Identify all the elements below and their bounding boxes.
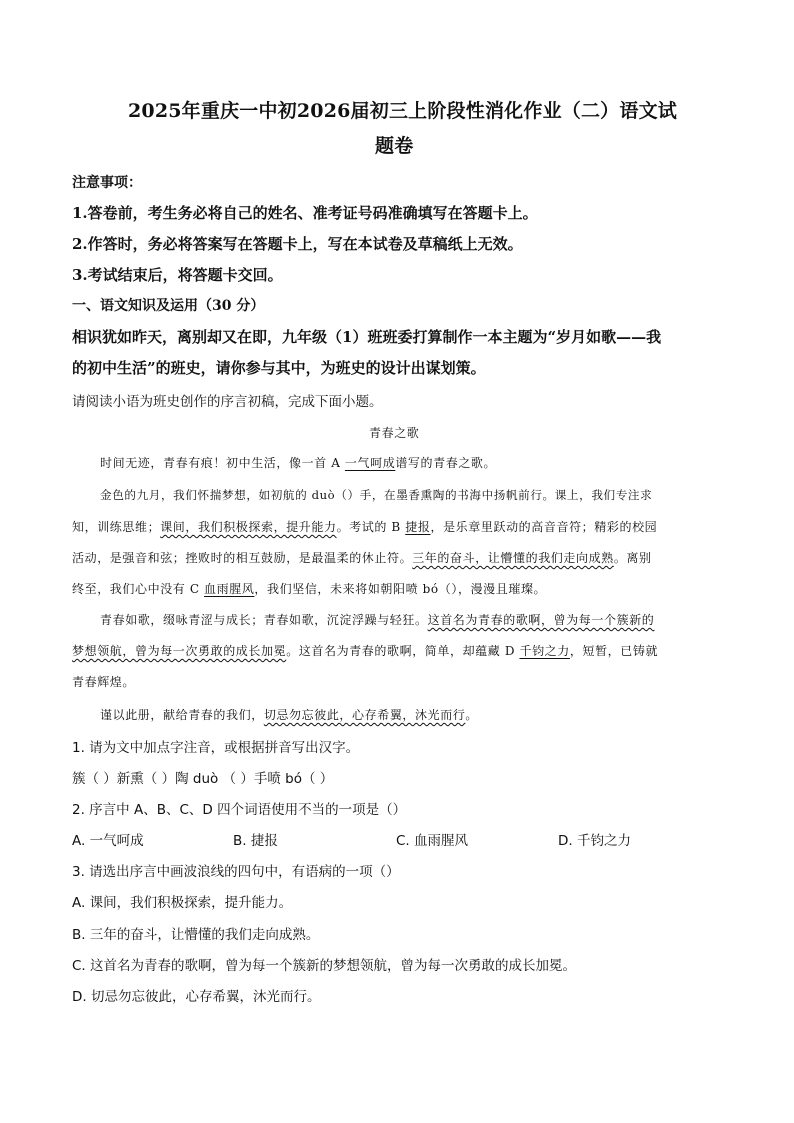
essay-text: 谨以此册，献给青春的我们， xyxy=(100,708,264,722)
section-instruction: 请阅读小语为班史创作的序言初稿，完成下面小题。 xyxy=(72,394,383,410)
essay-paragraph-3-line3: 青春辉煌。 xyxy=(72,675,136,689)
essay-text: ，我们坚信，未来将如朝阳喷 bó（），漫漫且璀璨。 xyxy=(254,582,547,596)
wavy-sentence-c-part1: 这首名为青春的歌啊，曾为每一个簇新的 xyxy=(427,613,655,627)
notice-item-2: 2.作答时，务必将答案写在答题卡上，写在本试卷及草稿纸上无效。 xyxy=(72,235,523,253)
section-intro-line2: 的初中生活”的班史，请你参与其中，为班史的设计出谋划策。 xyxy=(72,359,486,377)
page-title-line1: 2025年重庆一中初2026届初三上阶段性消化作业（二）语文试 xyxy=(128,100,677,122)
essay-text: 终至，我们心中没有 C xyxy=(72,582,205,596)
essay-paragraph-4 xyxy=(100,706,478,723)
notice-heading: 注意事项： xyxy=(72,175,142,191)
question-3-stem: 3. 请选出序言中画波浪线的四句中，有语病的一项（） xyxy=(72,864,400,880)
essay-text: 谱写的青春之歌。 xyxy=(395,456,497,470)
essay-paragraph-2-line4 xyxy=(72,580,546,597)
notice-item-1: 1.答卷前，考生务必将自己的姓名、准考证号码准确填写在答题卡上。 xyxy=(72,204,538,222)
essay-text: 青春如歌，缀咏青涩与成长；青春如歌，沉淀浮躁与轻狂。 xyxy=(100,613,428,627)
underlined-term-a: 一气呵成 xyxy=(344,456,396,470)
question-2-option-a: A. 一气呵成 xyxy=(72,833,144,849)
question-2-option-d: D. 千钧之力 xyxy=(558,833,631,849)
section-heading: 一、语文知识及运用（30 分） xyxy=(72,298,265,314)
q1-item-2: 新熏（ ） xyxy=(116,771,176,787)
essay-text: 时间无迹，青春有痕！初中生活，像一首 A xyxy=(100,456,345,470)
page-title-line2: 题卷 xyxy=(375,135,414,157)
essay-paragraph-2-line1: 金色的九月，我们怀揣梦想，如初航的 duò（）手，在墨香熏陶的书海中扬帆前行。课上，我们专注求 xyxy=(100,488,653,502)
essay-text: 。 xyxy=(465,708,479,722)
question-3-option-c: C. 这首名为青春的歌啊，曾为每一个簇新的梦想领航，曾为每一次勇敢的成长加冕。 xyxy=(72,958,577,974)
question-2-stem: 2. 序言中 A、B、C、D 四个词语使用不当的一项是（） xyxy=(72,802,407,818)
question-1-items xyxy=(72,767,333,787)
essay-text: ，是乐章里跃动的高音音符；精彩的校园 xyxy=(430,520,658,534)
q1-item-4: 手喷 bó（ ） xyxy=(253,771,334,787)
essay-paragraph-2-line3 xyxy=(72,549,652,566)
essay-text: 。考试的 B xyxy=(336,520,406,534)
essay-text: 。这首名为青春的歌啊，简单，却蕴藏 D xyxy=(286,644,520,658)
essay-text: 活动，是强音和弦；挫败时的相互鼓励，是最温柔的休止符。 xyxy=(72,551,413,565)
wavy-sentence-c-part2: 梦想领航，曾为每一次勇敢的成长加冕 xyxy=(72,644,287,658)
wavy-sentence-b: 三年的奋斗，让懵懂的我们走向成熟 xyxy=(412,551,614,565)
section-intro-line1: 相识犹如昨天，离别却又在即，九年级（1）班班委打算制作一本主题为“岁月如歌——我 xyxy=(72,328,662,346)
essay-text: 知，训练思维； xyxy=(72,520,161,534)
q1-item-3: 陶 duò （ ） xyxy=(175,771,254,787)
notice-item-3: 3.考试结束后，将答题卡交回。 xyxy=(72,266,283,284)
essay-title: 青春之歌 xyxy=(369,426,420,440)
essay-paragraph-3-line2 xyxy=(72,642,658,659)
question-3-option-a: A. 课间，我们积极探索，提升能力。 xyxy=(72,895,293,911)
question-2-option-c: C. 血雨腥风 xyxy=(396,833,469,849)
question-2-option-b: B. 捷报 xyxy=(233,833,278,849)
underlined-term-c: 血雨腥风 xyxy=(204,582,255,596)
question-1-stem: 1. 请为文中加点字注音，或根据拼音写出汉字。 xyxy=(72,740,360,756)
essay-paragraph-3-line1 xyxy=(100,611,654,628)
underlined-term-d: 千钧之力 xyxy=(519,644,570,658)
essay-paragraph-1 xyxy=(100,454,496,471)
q1-item-1: 簇（ ） xyxy=(72,771,117,787)
essay-paragraph-2-line2 xyxy=(72,518,657,535)
question-3-option-b: B. 三年的奋斗，让懵懂的我们走向成熟。 xyxy=(72,927,320,943)
wavy-sentence-a: 课间，我们积极探索，提升能力 xyxy=(160,520,337,534)
question-3-option-d: D. 切忌勿忘彼此，心存希翼，沐光而行。 xyxy=(72,989,321,1005)
underlined-term-b: 捷报 xyxy=(405,520,431,534)
wavy-sentence-d: 切忌勿忘彼此，心存希翼，沐光而行 xyxy=(263,708,466,722)
essay-text: ，短暂，已铸就 xyxy=(569,644,659,658)
essay-text: 。离别 xyxy=(613,551,652,565)
